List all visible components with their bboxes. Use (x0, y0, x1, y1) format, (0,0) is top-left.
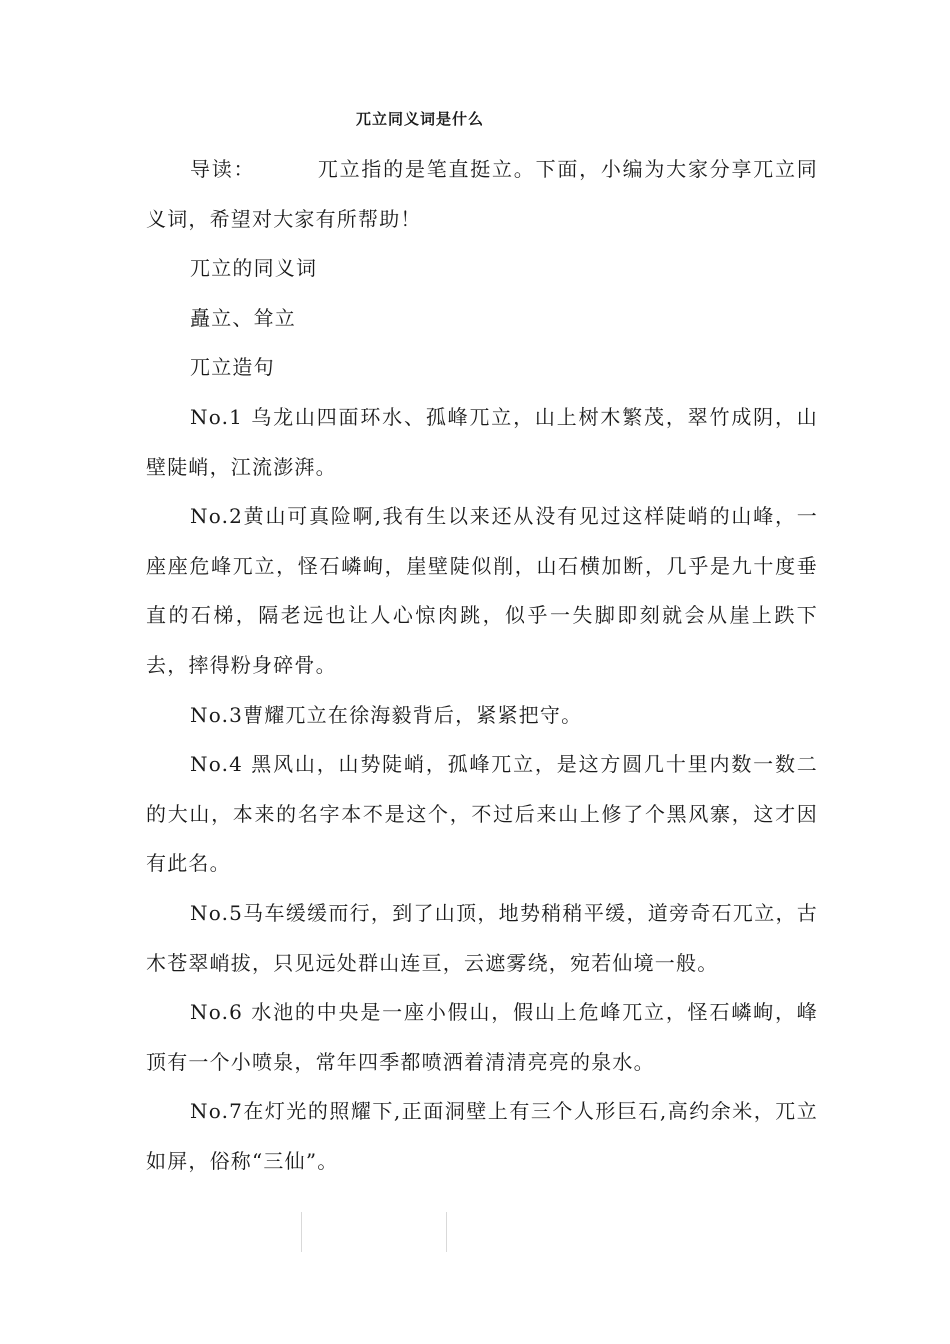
sentence-heading: 兀立造句 (190, 355, 275, 380)
example-sentence-1: No.1 乌龙山四面环水、孤峰兀立，山上树木繁茂，翠竹成阴，山壁陡峭，江流澎湃。 (146, 404, 818, 479)
synonym-list: 矗立、耸立 (190, 305, 296, 330)
document-body (146, 145, 818, 1186)
document-title: 兀立同义词是什么 (355, 110, 484, 128)
intro-paragraph (146, 145, 818, 244)
example-sentence-3: No.3曹耀兀立在徐海毅背后，紧紧把守。 (190, 702, 583, 727)
example-sentence-2: No.2黄山可真险啊,我有生以来还从没有见过这样陡峭的山峰，一座座危峰兀立，怪石嶙峋，崖壁陡似削，山石横加断，几乎是九十度垂直的石梯，隔老远也让人心惊肉跳，似乎一失脚即刻就会从崖上跌下去，摔得粉身碎骨。 (146, 504, 818, 677)
example-sentence-5: No.5马车缓缓而行，到了山顶，地势稍稍平缓，道旁奇石兀立，古木苍翠峭拔，只见远处群山连亘，云遮雾绕，宛若仙境一般。 (146, 900, 818, 975)
example-sentence-7: No.7在灯光的照耀下,正面洞壁上有三个人形巨石,高约余米，兀立如屏，俗称“三仙”。 (146, 1099, 818, 1173)
footer-frame (301, 1212, 447, 1252)
intro-label: 导读： (190, 157, 256, 181)
example-sentence-6: No.6 水池的中央是一座小假山，假山上危峰兀立，怪石嶙峋，峰顶有一个小喷泉，常年四季都喷洒着清清亮亮的泉水。 (146, 1000, 818, 1074)
example-sentence-4: No.4 黑风山，山势陡峭，孤峰兀立，是这方圆几十里内数一数二的大山，本来的名字本不是这个，不过后来山上修了个黑风寨，这才因有此名。 (146, 752, 818, 876)
synonym-heading: 兀立的同义词 (190, 256, 318, 281)
intro-text: 兀立指的是笔直挺立。下面，小编为大家分享兀立同义词，希望对大家有所帮助！ (146, 157, 818, 231)
